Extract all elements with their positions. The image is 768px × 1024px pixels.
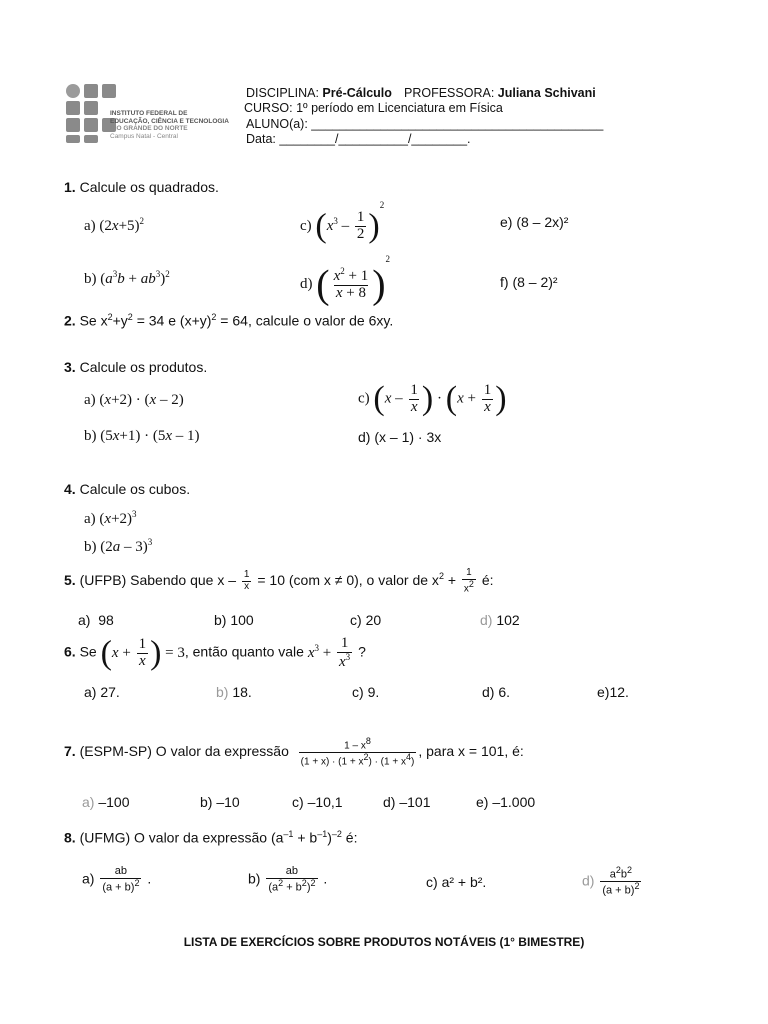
q6-option-a: a) 27.: [84, 684, 120, 700]
question-4-heading: 4. Calcule os cubos.: [64, 481, 191, 497]
data-field[interactable]: Data: ________/__________/________.: [246, 132, 471, 146]
q7-option-b: b) –10: [200, 794, 240, 810]
question-6: 6. Se (x + $\frac{1}{x}$ ) = 3, então quanto vale $x^3$ + $\frac{1}{x^3}$ ?: [64, 634, 366, 672]
q5-option-a: a) 98: [78, 612, 114, 628]
q1-item-f: f) (8 – 2)²: [500, 274, 558, 290]
q8-option-d: d) $\frac{a^2b^2}{(a + b)^2}$: [582, 865, 640, 897]
disciplina-line: DISCIPLINA: Pré-Cálculo: [246, 86, 392, 100]
question-1-heading: 1. Calcule os quadrados.: [64, 179, 219, 195]
q8-option-c: c) a² + b².: [426, 874, 487, 890]
q3-item-b: b) (5x+1) · (5x – 1): [84, 428, 200, 444]
q5-option-d: d) 102: [480, 612, 520, 628]
q6-option-c: c) 9.: [352, 684, 380, 700]
question-2: 2. Se $x^2+y^2 = 34$ e $(x+y)^2 = 64$, calcule o valor de 6xy.: [64, 312, 394, 329]
q7-option-e: e) –1.000: [476, 794, 536, 810]
q1-item-e: e) (8 – 2x)²: [500, 214, 569, 230]
question-7: 7. (ESPM-SP) O valor da expressão $\frac{1 - x^8}{(1 + x) \cdot (1 + x^2) \cdot (1 + x^4)}$ , para x = 101, é:: [64, 736, 524, 768]
question-3-heading: 3. Calcule os produtos.: [64, 359, 208, 375]
question-5: 5. (UFPB) Sabendo que x – $\frac{1}{x}$ = 10 (com x ≠ 0), o valor de $x^2$ + $\frac{1}{x^2}$ é:: [64, 567, 494, 594]
curso-line: CURSO: 1º período em Licenciatura em Física: [244, 101, 503, 115]
q5-option-b: b) 100: [214, 612, 254, 628]
q7-option-d: d) –101: [383, 794, 431, 810]
q6-option-e: e)12.: [597, 684, 629, 700]
aluno-field[interactable]: ALUNO(a): __________________________________________: [246, 117, 604, 131]
institution-logo: [64, 82, 229, 144]
institution-name: INSTITUTO FEDERAL DE EDUCAÇÃO, CIÊNCIA E TECNOLOGIA RIO GRANDE DO NORTE Campus Natal - Central: [110, 110, 229, 140]
page-footer-title: LISTA DE EXERCÍCIOS SOBRE PRODUTOS NOTÁVEIS (1° BIMESTRE): [183, 935, 585, 949]
q5-option-c: c) 20: [350, 612, 382, 628]
q7-option-a: a) –100: [82, 794, 130, 810]
q1-item-d: d) ( $\frac{x^2 + 1}{x + 8}$ )$^2$: [300, 254, 391, 307]
q7-option-c: c) –10,1: [292, 794, 343, 810]
q6-option-b: b) 18.: [216, 684, 252, 700]
q3-item-a: a) (x+2) · (x – 2): [84, 392, 184, 408]
logo-dot: [66, 84, 80, 98]
question-8: 8. (UFMG) O valor da expressão $(a^{-1} + b^{-1})^{-2}$ é:: [64, 829, 358, 846]
q3-item-d: d) (x – 1) · 3x: [358, 429, 442, 445]
q4-item-b: b) (2a – 3)$^3$: [84, 537, 153, 555]
q6-option-d: d) 6.: [482, 684, 511, 700]
q1-item-a: a) $(2x+5)^2$: [84, 216, 145, 234]
q3-item-c: c) (x – $\frac{1}{x}$ ) · (x + $\frac{1}{x}$ ): [358, 380, 507, 417]
professora-line: PROFESSORA: Juliana Schivani: [404, 86, 596, 100]
q8-option-b: b) $\frac{ab}{(a^2 + b^2)^2}$ .: [248, 865, 328, 894]
q1-item-c: c) ($x^3$ – $\frac{1}{2}$ )$^2$: [300, 200, 385, 245]
q8-option-a: a) $\frac{ab}{(a + b)^2}$ .: [82, 865, 152, 894]
q4-item-a: a) $(x+2)^3$: [84, 509, 137, 527]
q1-item-b: b) $(a^3b + ab^3)^2$: [84, 269, 170, 287]
